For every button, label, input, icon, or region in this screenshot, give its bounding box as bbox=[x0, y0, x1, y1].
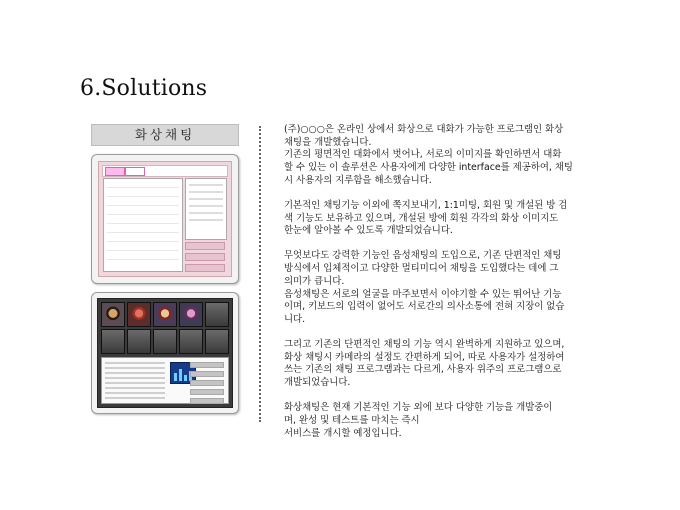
description-paragraph: 그리고 기존의 단편적인 채팅의 기능 역시 완벽하게 지원하고 있으며, 화상 채팅시 카메라의 설정도 간편하게 되어, 따로 사용자가 설정하여 쓰는 기존의 채팅 프로그램과는 다르게, 사용자 위주의 프로그램으로 개발되었습니다. bbox=[284, 339, 565, 389]
description-paragraph: 기본적인 채팅기능 이외에 쪽지보내기, 1:1미팅, 회원 및 개설된 방 검 색 기능도 보유하고 있으며, 개설된 방에 회원 각각의 화상 이미지도 한눈에 알아볼 수 있도록 개발되었습니다. bbox=[284, 199, 568, 237]
chat-window-tab bbox=[105, 167, 125, 176]
chat-window-screenshot bbox=[91, 154, 239, 284]
video-thumbnail bbox=[153, 329, 177, 354]
video-thumbnail bbox=[153, 302, 177, 327]
section-label: 화상채팅 bbox=[91, 124, 239, 146]
video-chat-frame bbox=[97, 298, 233, 408]
column-divider bbox=[259, 126, 261, 422]
video-thumbnail bbox=[179, 302, 203, 327]
chat-window-tab bbox=[125, 167, 145, 176]
video-thumbnail bbox=[179, 329, 203, 354]
description-paragraph: 화상채팅은 현재 기본적인 기능 외에 보다 다양한 기능을 개발중이 며, 완성 및 테스트를 마치는 즉시 서비스를 개시할 예정입니다. bbox=[284, 402, 553, 439]
video-thumbnail bbox=[127, 329, 151, 354]
description-text bbox=[284, 124, 620, 453]
chat-message-area bbox=[103, 178, 183, 272]
video-thumbnail bbox=[205, 329, 229, 354]
chat-log-area bbox=[105, 362, 165, 402]
video-thumbnail bbox=[205, 302, 229, 327]
video-chat-bottom-panel bbox=[101, 357, 229, 404]
description-paragraph: (주)○○○은 온라인 상에서 화상으로 대화가 가능한 프로그램인 화상 채팅을 개발했습니다. 기존의 평면적인 대화에서 벗어나, 서로의 이미지를 확인하면서 대화 할 수 있는 이 솔루션은 사용자에게 다양한 interface를 제공하여, 채팅 시 사용자의 지루함을 해소했습니다. bbox=[284, 124, 573, 186]
user-list-panel bbox=[185, 178, 227, 240]
description-paragraph: 무엇보다도 강력한 기능인 음성채팅의 도입으로, 기존 단편적인 채팅 방식에서 입체적이고 다양한 멀티미디어 채팅을 도입했다는 데에 그 의미가 큽니다. 음성채팅은 서로의 얼굴을 마주보면서 이야기할 수 있는 뛰어난 기능 이며, 키보드의 입력이 없어도 서로간의 의사소통에 전혀 지장이 없습 니다. bbox=[284, 250, 565, 325]
chat-window-tab-bar bbox=[102, 165, 228, 177]
video-chat-screenshot bbox=[91, 292, 239, 414]
video-thumbnail bbox=[101, 302, 125, 327]
chat-control-buttons bbox=[185, 242, 225, 270]
video-thumbnail bbox=[127, 302, 151, 327]
video-control-buttons bbox=[190, 362, 224, 407]
video-thumbnail bbox=[101, 329, 125, 354]
slide-title: 6.Solutions bbox=[80, 76, 208, 101]
chat-window-frame bbox=[98, 161, 232, 277]
video-thumbnail-grid bbox=[101, 302, 229, 354]
